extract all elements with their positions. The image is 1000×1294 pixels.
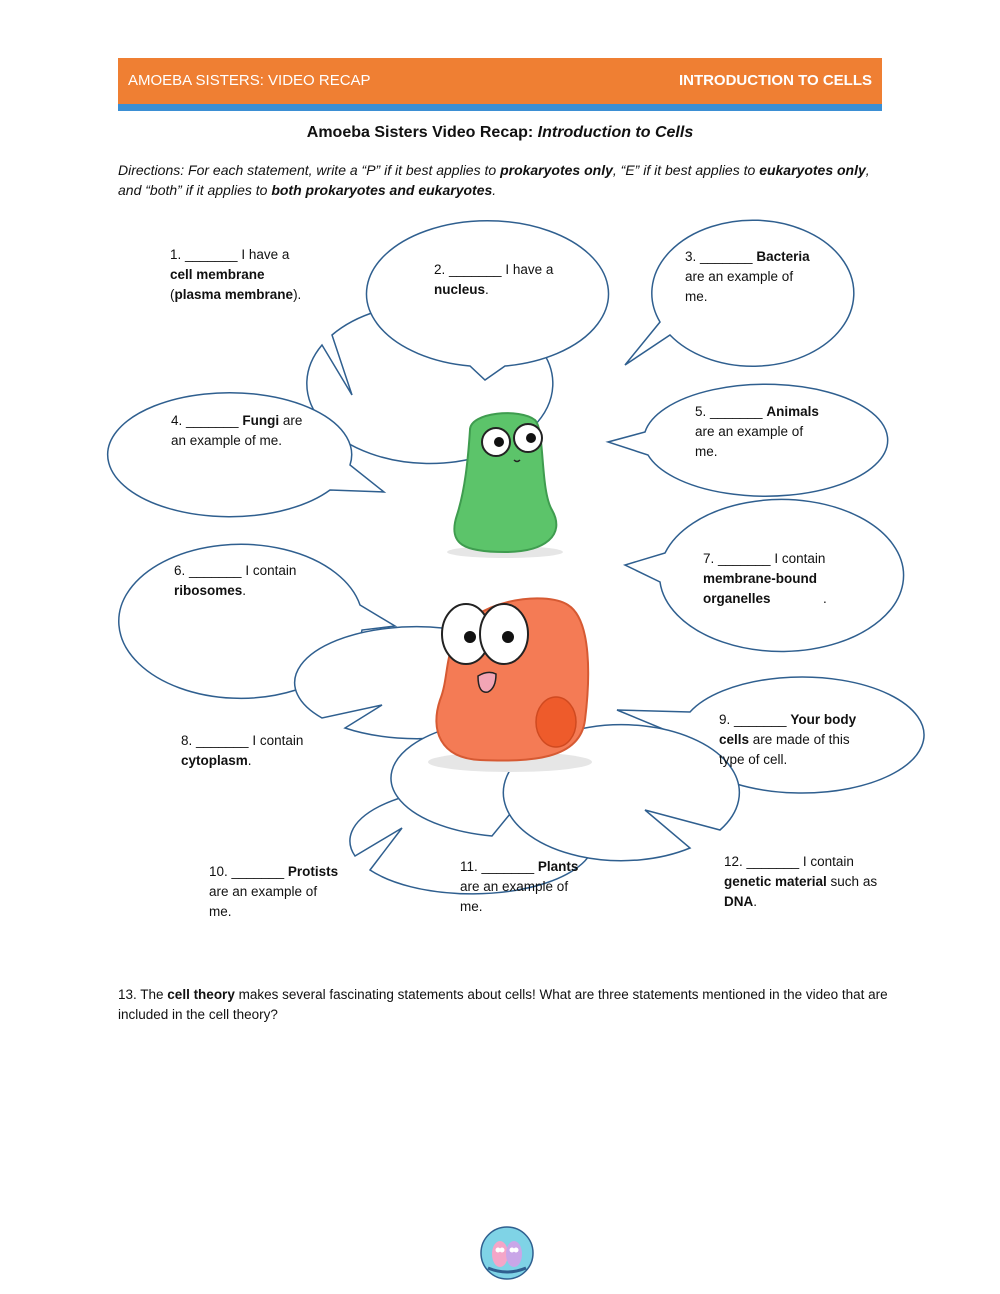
statement-4: 4. _______ Fungi are an example of me. [171, 413, 303, 448]
statement-2: 2. _______ I have a nucleus. [434, 262, 554, 297]
statement-7: 7. _______ I contain membrane-bound organelles . [703, 551, 827, 606]
header-right-label: INTRODUCTION TO CELLS [678, 72, 872, 89]
statement-12: 12. _______ I contain genetic material such as DNA. [724, 854, 878, 909]
directions: Directions: For each statement, write a “P” if it best applies to prokaryotes only, “E” if it best applies to eukaryotes only, and “both” if it applies to both prokaryotes and eukaryotes. [118, 162, 870, 198]
orange-cell-illustration [428, 598, 592, 772]
amoeba-sisters-logo [480, 1226, 534, 1280]
statement-6: 6. _______ I contain ribosomes. [174, 563, 297, 598]
page-title: Amoeba Sisters Video Recap: Introduction to Cells [306, 124, 694, 141]
statement-8: 8. _______ I contain cytoplasm. [181, 733, 304, 768]
statement-5: 5. _______ Animals are an example of me. [695, 404, 819, 459]
statement-9: 9. _______ Your body cells are made of this type of cell. [719, 712, 857, 767]
statement-11: 11. _______ Plants are an example of me. [460, 859, 579, 914]
statement-1: 1. _______ I have a cell membrane (plasma membrane). [170, 247, 302, 302]
question-13: 13. The cell theory makes several fascinating statements about cells! What are three statements mentioned in the video that are included in the cell theory? [118, 987, 888, 1022]
statement-10: 10. _______ Protists are an example of me. [209, 864, 339, 919]
header-left-label: AMOEBA SISTERS: VIDEO RECAP [128, 72, 371, 89]
statement-3: 3. _______ Bacteria are an example of me. [685, 249, 810, 304]
